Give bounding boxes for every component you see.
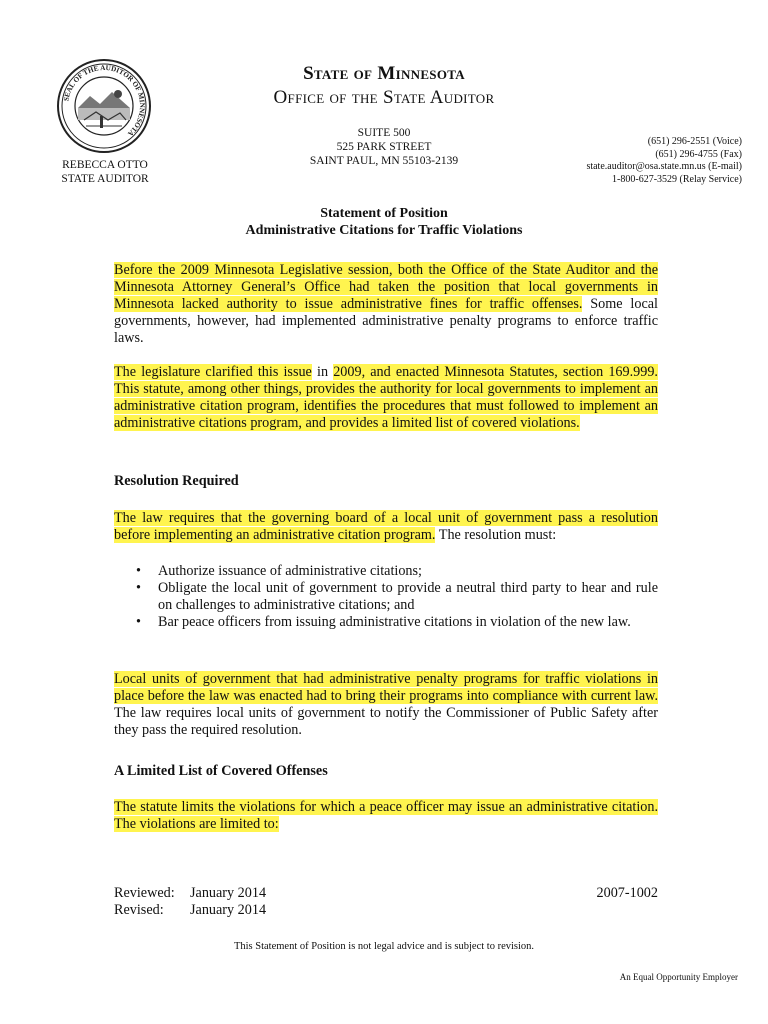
address-line-1: SUITE 500 <box>357 127 411 139</box>
section-heading-resolution: Resolution Required <box>114 473 239 489</box>
paragraph-text: The resolution must: <box>435 527 557 543</box>
auditor-name: REBECCA OTTO <box>62 159 148 171</box>
disclaimer: This Statement of Position is not legal advice and is subject to revision. <box>233 941 535 952</box>
state-auditor-seal <box>56 58 152 154</box>
bullet-icon: • <box>136 563 141 579</box>
contact-relay: 1-800-627-3529 (Relay Service) <box>612 173 742 185</box>
contact-voice: (651) 296-2551 (Voice) <box>647 136 742 147</box>
auditor-block <box>40 158 170 186</box>
resolution-requirements-list <box>128 563 658 631</box>
mailing-address <box>290 126 478 168</box>
contact-info <box>520 136 742 186</box>
paragraph-resolution <box>114 510 658 544</box>
paragraph-compliance <box>114 671 658 739</box>
office-title: Office of the State Auditor <box>273 87 495 108</box>
address-line-2: 525 PARK STREET <box>336 141 432 153</box>
address-line-3: SAINT PAUL, MN 55103-2139 <box>309 155 459 167</box>
highlighted-text: The law requires that the governing board of a local unit of government pass a resolution before implementing an administrative citation program. <box>114 510 658 543</box>
revised-label: Revised: <box>114 902 164 918</box>
document-heading <box>150 205 618 239</box>
highlighted-text: Before the 2009 Minnesota Legislative session, both the Office of the State Auditor and the Minnesota Attorney General’s Office had taken the position that local governments in Minnesota lacked authority to issue administrative fines for traffic offenses. <box>114 262 658 312</box>
bullet-icon: • <box>136 614 141 630</box>
equal-opportunity-note: An Equal Opportunity Employer <box>619 972 738 982</box>
state-title: State of Minnesota <box>303 63 465 84</box>
auditor-title: STATE AUDITOR <box>61 173 149 185</box>
document-heading-1: Statement of Position <box>320 206 448 221</box>
list-item: • Obligate the local unit of government to provide a neutral third party to hear and rule on challenges to administrative citations; and <box>136 580 658 613</box>
paragraph-text: in <box>311 364 334 380</box>
section-heading-offenses: A Limited List of Covered Offenses <box>114 763 328 779</box>
document-heading-2: Administrative Citations for Traffic Violations <box>245 223 523 238</box>
paragraph-background <box>114 262 658 347</box>
paragraph-text: The law requires local units of government to notify the Commissioner of Public Safety after they pass the required resolution. <box>114 705 658 738</box>
highlighted-text: Local units of government that had administrative penalty programs for traffic violations in place before the law was enacted had to bring their programs into compliance with current law. <box>114 671 658 704</box>
seal-ring-text: SEAL OF THE AUDITOR OF MINNESOTA <box>62 63 147 138</box>
reviewed-label: Reviewed: <box>114 885 175 901</box>
highlighted-text: The legislature clarified this issue <box>114 364 312 380</box>
bullet-icon: • <box>136 580 141 596</box>
list-item: • Bar peace officers from issuing administrative citations in violation of the new law. <box>136 614 631 630</box>
review-dates <box>114 885 266 919</box>
highlighted-text: 2009, and enacted Minnesota Statutes, section 169.999. This statute, among other things, provides the authority for local governments to implement an administrative citation program, identifies the procedures that must followed to implement an administrative citations program, and provides a limited list of covered violations. <box>114 364 658 431</box>
list-item: • Authorize issuance of administrative citations; <box>136 563 422 579</box>
highlighted-text: The statute limits the violations for which a peace officer may issue an administrative citation. The violations are limited to: <box>114 799 658 832</box>
letterhead-title <box>200 62 568 110</box>
seal-graphic <box>56 58 152 154</box>
paragraph-text: Some local governments, however, had implemented administrative penalty programs to enforce traffic laws. <box>114 296 659 346</box>
revised-date: January 2014 <box>190 902 267 918</box>
paragraph-legislation <box>114 364 658 432</box>
reviewed-date: January 2014 <box>190 885 267 901</box>
contact-fax: (651) 296-4755 (Fax) <box>655 148 742 160</box>
paragraph-offenses <box>114 799 658 833</box>
contact-email: state.auditor@osa.state.mn.us (E-mail) <box>586 161 742 172</box>
document-number: 2007-1002 <box>596 885 658 901</box>
